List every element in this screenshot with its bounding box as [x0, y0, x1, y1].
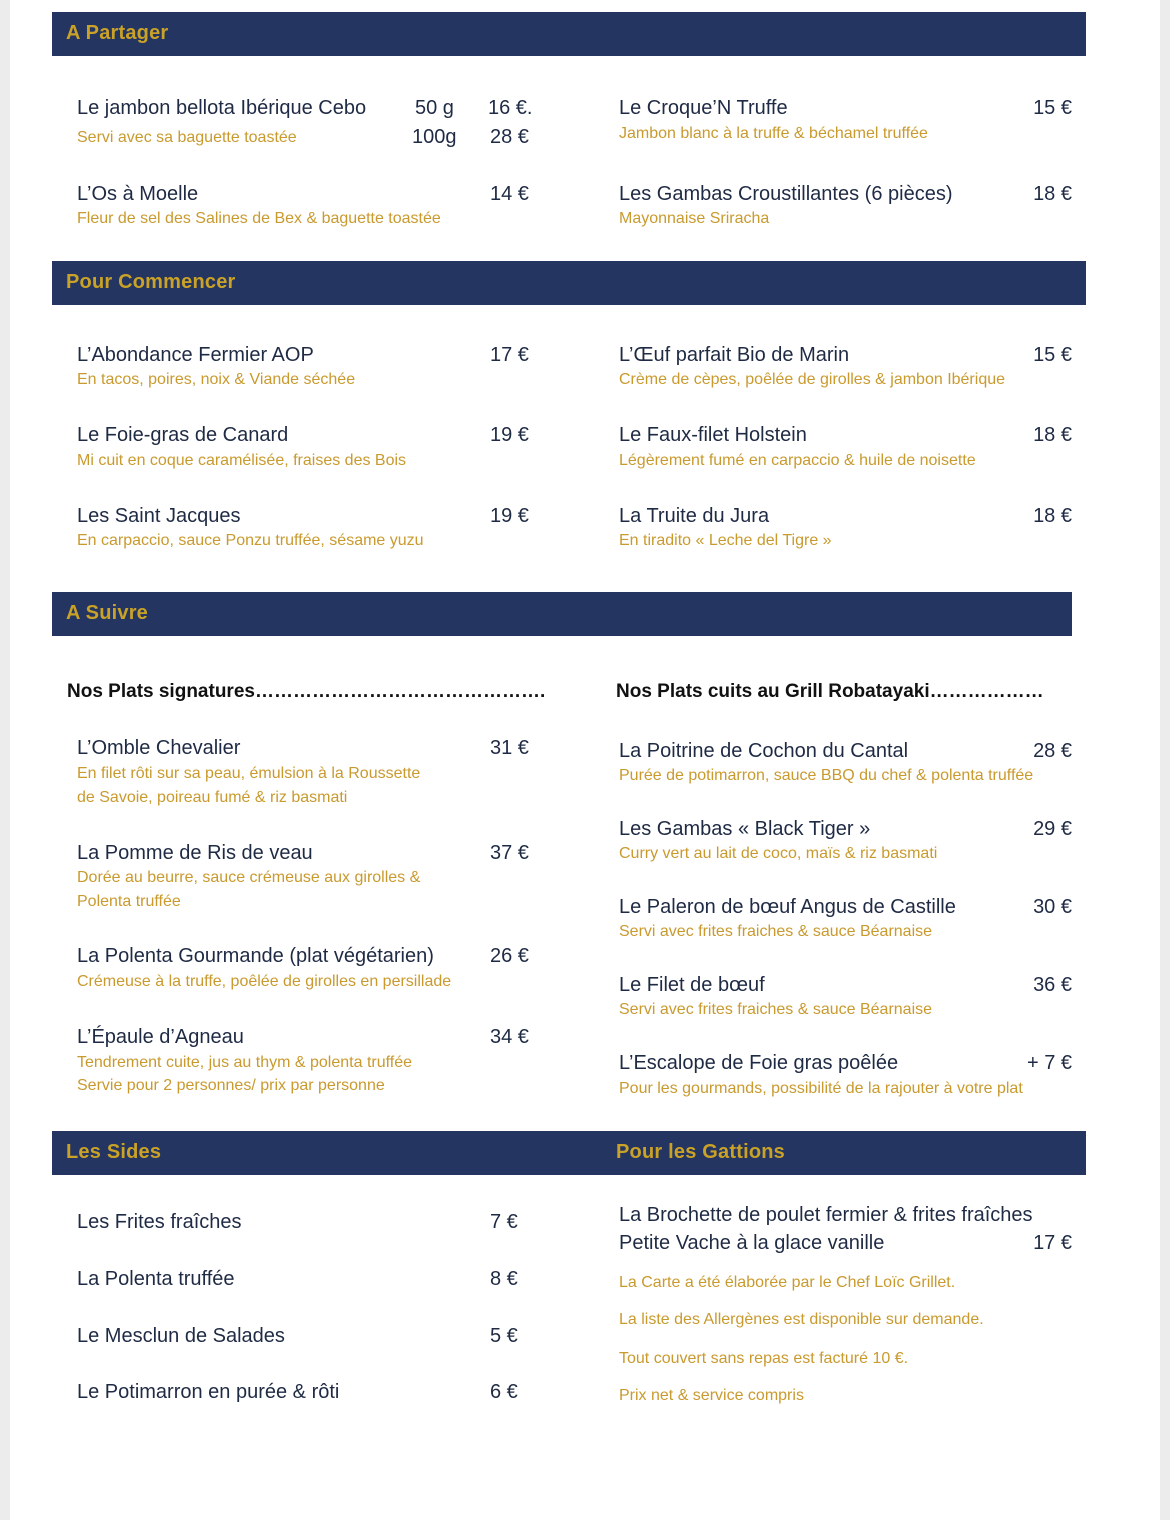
item-desc-paleron: Servi avec frites fraiches & sauce Béarnaise [619, 923, 933, 940]
item-price-filet-de-boeuf: 36 € [1033, 974, 1072, 996]
side-name-potimarron: Le Potimarron en purée & rôti [77, 1381, 340, 1403]
item-desc-oeuf: Crème de cèpes, poêlée de girolles & jambon Ibérique [619, 371, 1006, 388]
item-desc-foie: Mi cuit en coque caramélisée, fraises des Bois [77, 452, 407, 469]
kids-menu-line-1: La Brochette de poulet fermier & frites fraîches [619, 1204, 1033, 1226]
item-price-jambon-100: 28 € [490, 126, 529, 148]
item-name-saint-jacques: Les Saint Jacques [77, 505, 241, 527]
section-title-commencer: Pour Commencer [66, 271, 236, 293]
item-desc-filet-de-boeuf: Servi avec frites fraiches & sauce Béarnaise [619, 1001, 933, 1018]
item-name-epaule: L’Épaule d’Agneau [77, 1026, 244, 1048]
item-desc-abondance: En tacos, poires, noix & Viande séchée [77, 371, 356, 388]
item-desc-truite: En tiradito « Leche del Tigre » [619, 532, 832, 549]
item-price-faux-filet: 18 € [1033, 424, 1072, 446]
kids-menu-price: 17 € [1033, 1232, 1072, 1254]
item-name-paleron: Le Paleron de bœuf Angus de Castille [619, 896, 956, 918]
subheading-signatures: Nos Plats signatures………………………………………. [67, 681, 546, 702]
item-weight-jambon-50: 50 g [415, 97, 454, 119]
item-price-omble: 31 € [490, 737, 529, 759]
item-price-saint-jacques: 19 € [490, 505, 529, 527]
note-allergenes: La liste des Allergènes est disponible sur demande. [619, 1311, 984, 1328]
item-desc-ris-de-veau-2: Polenta truffée [77, 893, 181, 910]
item-name-poitrine: La Poitrine de Cochon du Cantal [619, 740, 909, 762]
side-price-mesclun: 5 € [490, 1325, 518, 1347]
menu-page [10, 0, 1160, 1520]
item-desc-gambas: Mayonnaise Sriracha [619, 210, 770, 227]
item-name-abondance: L’Abondance Fermier AOP [77, 344, 314, 366]
item-desc-omble-2: de Savoie, poireau fumé & riz basmati [77, 789, 348, 806]
item-price-oeuf: 15 € [1033, 344, 1072, 366]
item-price-foie: 19 € [490, 424, 529, 446]
item-price-epaule: 34 € [490, 1026, 529, 1048]
note-chef: La Carte a été élaborée par le Chef Loïc Grillet. [619, 1274, 956, 1291]
item-name-os: L’Os à Moelle [77, 183, 199, 205]
item-desc-faux-filet: Légèrement fumé en carpaccio & huile de noisette [619, 452, 976, 469]
item-desc-poitrine: Purée de potimarron, sauce BBQ du chef & polenta truffée [619, 767, 1034, 784]
item-price-jambon-50: 16 €. [488, 97, 533, 119]
side-price-polenta: 8 € [490, 1268, 518, 1290]
item-name-ris-de-veau: La Pomme de Ris de veau [77, 842, 313, 864]
item-price-escalope: + 7 € [1026, 1052, 1072, 1074]
item-price-black-tiger: 29 € [1033, 818, 1072, 840]
item-desc-croque: Jambon blanc à la truffe & béchamel truffée [619, 125, 928, 142]
item-name-croque: Le Croque’N Truffe [619, 97, 788, 119]
side-price-potimarron: 6 € [490, 1381, 518, 1403]
section-title-partager: A Partager [66, 22, 169, 44]
item-price-paleron: 30 € [1033, 896, 1072, 918]
item-desc-polenta-gourmande: Crémeuse à la truffe, poêlée de girolles en persillade [77, 973, 452, 990]
item-price-truite: 18 € [1033, 505, 1072, 527]
side-name-polenta: La Polenta truffée [77, 1268, 235, 1290]
item-name-truite: La Truite du Jura [619, 505, 770, 527]
item-desc-saint-jacques: En carpaccio, sauce Ponzu truffée, sésame yuzu [77, 532, 424, 549]
item-name-gambas: Les Gambas Croustillantes (6 pièces) [619, 183, 953, 205]
item-desc-os: Fleur de sel des Salines de Bex & baguette toastée [77, 210, 441, 227]
item-name-jambon: Le jambon bellota Ibérique Cebo [77, 97, 367, 119]
item-price-os: 14 € [490, 183, 529, 205]
note-couvert: Tout couvert sans repas est facturé 10 €. [619, 1350, 909, 1367]
side-name-mesclun: Le Mesclun de Salades [77, 1325, 285, 1347]
item-name-filet-de-boeuf: Le Filet de bœuf [619, 974, 765, 996]
item-desc-escalope: Pour les gourmands, possibilité de la rajouter à votre plat [619, 1080, 1023, 1097]
item-desc-omble-1: En filet rôti sur sa peau, émulsion à la Roussette [77, 765, 421, 782]
item-name-faux-filet: Le Faux-filet Holstein [619, 424, 807, 446]
item-desc-epaule-2: Servie pour 2 personnes/ prix par personne [77, 1077, 385, 1094]
item-weight-jambon-100: 100g [412, 126, 457, 148]
item-name-polenta-gourmande: La Polenta Gourmande (plat végétarien) [77, 945, 434, 967]
section-band-sides-gattions [52, 1131, 1086, 1175]
section-band-partager [52, 12, 1086, 56]
item-desc-epaule-1: Tendrement cuite, jus au thym & polenta truffée [77, 1054, 413, 1071]
section-title-suivre: A Suivre [66, 602, 149, 624]
item-price-croque: 15 € [1033, 97, 1072, 119]
item-price-ris-de-veau: 37 € [490, 842, 529, 864]
item-name-omble: L’Omble Chevalier [77, 737, 241, 759]
item-name-oeuf: L’Œuf parfait Bio de Marin [619, 344, 850, 366]
section-title-gattions: Pour les Gattions [616, 1141, 785, 1163]
item-price-polenta-gourmande: 26 € [490, 945, 529, 967]
item-price-gambas: 18 € [1033, 183, 1072, 205]
side-name-frites: Les Frites fraîches [77, 1211, 242, 1233]
side-price-frites: 7 € [490, 1211, 518, 1233]
note-prix-net: Prix net & service compris [619, 1387, 804, 1404]
item-desc-black-tiger: Curry vert au lait de coco, maïs & riz basmati [619, 845, 938, 862]
item-name-escalope: L’Escalope de Foie gras poêlée [619, 1052, 899, 1074]
item-desc-ris-de-veau-1: Dorée au beurre, sauce crémeuse aux girolles & [77, 869, 421, 886]
item-name-black-tiger: Les Gambas « Black Tiger » [619, 818, 871, 840]
item-price-abondance: 17 € [490, 344, 529, 366]
item-desc-jambon: Servi avec sa baguette toastée [77, 129, 297, 146]
section-band-suivre [52, 592, 1072, 636]
kids-menu-line-2: Petite Vache à la glace vanille [619, 1232, 885, 1254]
section-title-sides: Les Sides [66, 1141, 162, 1163]
section-band-commencer [52, 261, 1086, 305]
subheading-robatayaki: Nos Plats cuits au Grill Robatayaki……………… [616, 681, 1044, 702]
item-price-poitrine: 28 € [1033, 740, 1072, 762]
item-name-foie: Le Foie-gras de Canard [77, 424, 289, 446]
